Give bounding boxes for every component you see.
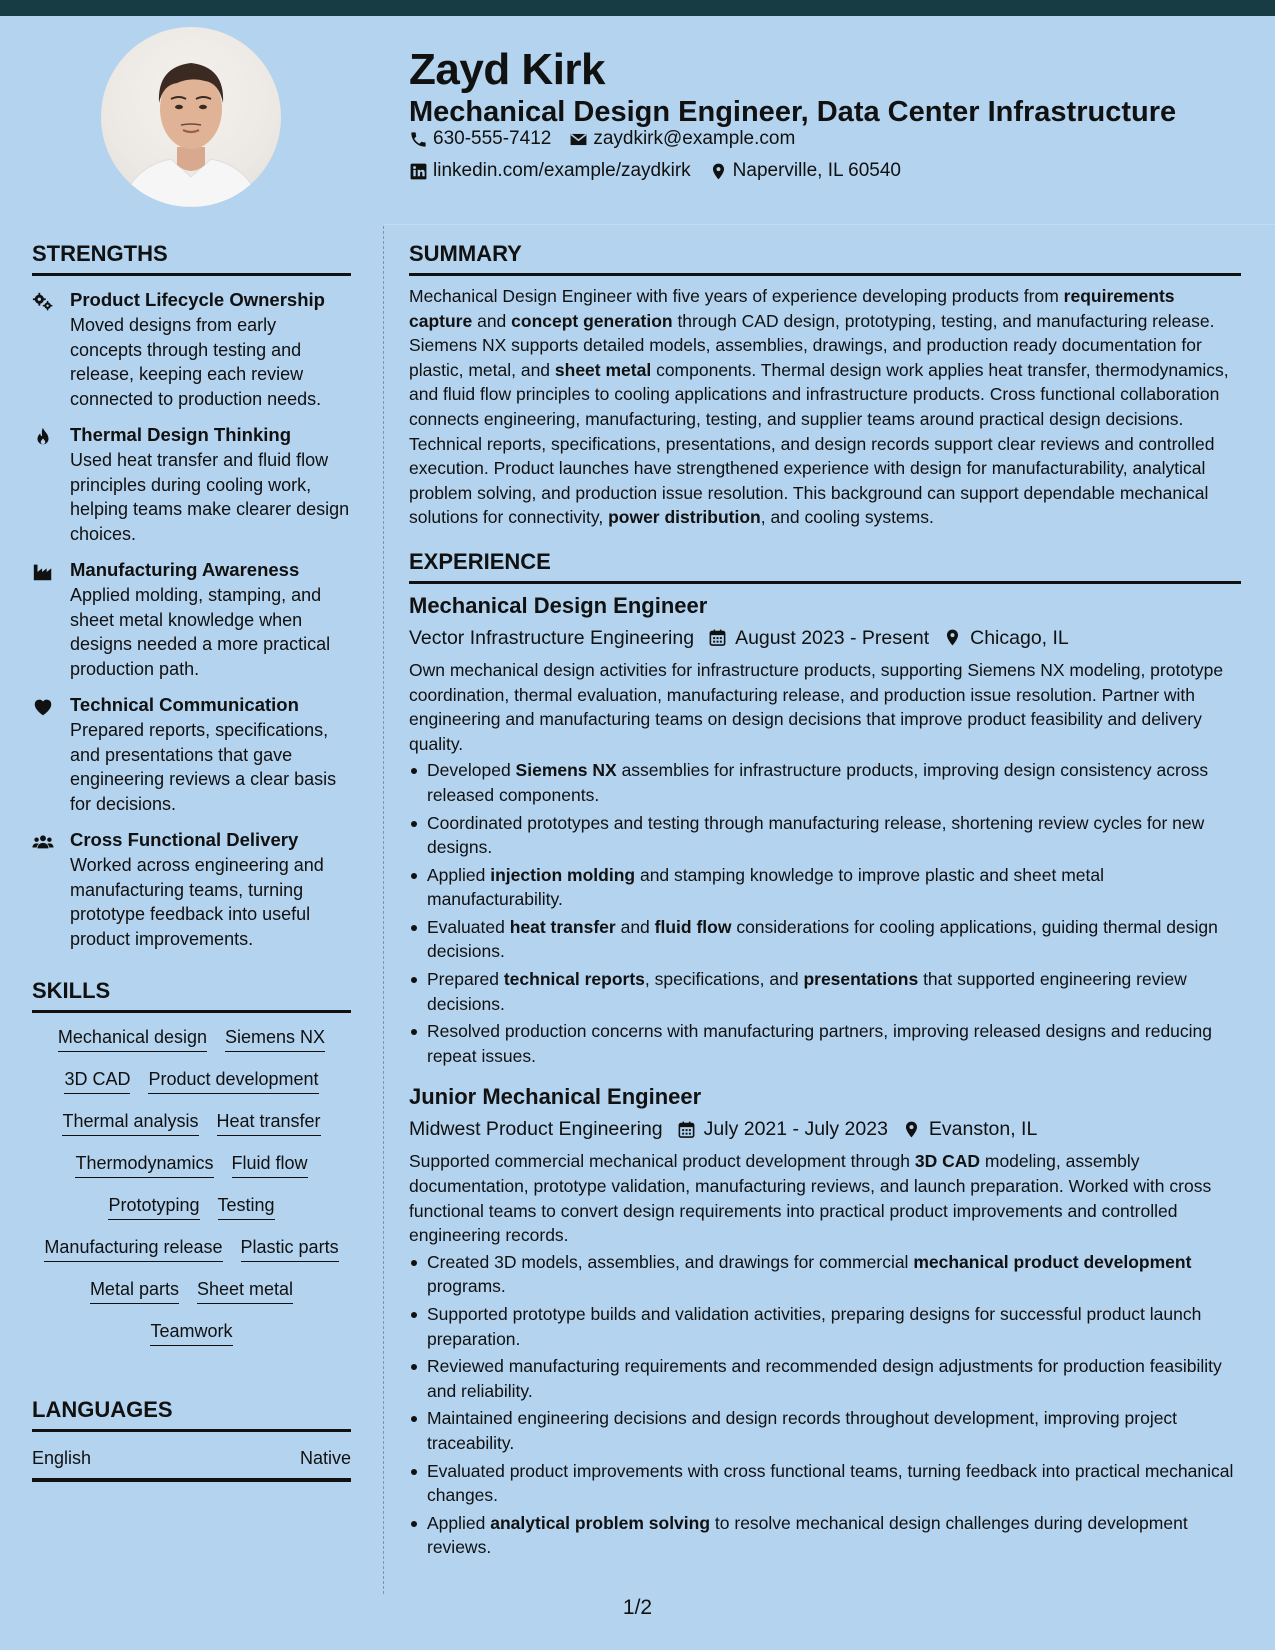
strength-title: Product Lifecycle Ownership (70, 289, 325, 310)
job-meta (409, 623, 1241, 653)
bold-keyword: analytical problem solving (490, 1512, 711, 1533)
profile-photo (101, 27, 281, 207)
bold-keyword: 3D CAD (914, 1151, 980, 1172)
strengths-list (32, 288, 351, 951)
skills-section (32, 975, 351, 1346)
contact-linkedin[interactable] (409, 158, 691, 184)
job-company: Vector Infrastructure Engineering (409, 626, 695, 649)
strength-title: Thermal Design Thinking (70, 424, 291, 445)
top-bar (0, 0, 1275, 16)
contact-phone (409, 126, 551, 152)
strength-desc: Used heat transfer and fluid flow principles during cooling work, helping teams make clearer design choices. (70, 450, 350, 544)
bullet-item: Maintained engineering decisions and design records throughout development, improving project traceability. (409, 1406, 1241, 1455)
contact-location (709, 158, 901, 184)
job-title: Mechanical Design Engineer (409, 592, 708, 618)
skill-tag: Sheet metal (197, 1277, 293, 1304)
language-name: English (32, 1448, 92, 1468)
bullet-item: Prepared technical reports, specifications, and presentations that supported engineering review decisions. (409, 967, 1241, 1016)
job-bullets (409, 1250, 1241, 1560)
calendar-icon (677, 1120, 696, 1139)
languages-title: LANGUAGES (32, 1394, 351, 1432)
strengths-title: STRENGTHS (32, 238, 351, 276)
bullet-item: Evaluated product improvements with cross functional teams, turning feedback into practical mechanical changes. (409, 1459, 1241, 1508)
skill-tag: Testing (218, 1193, 275, 1220)
language-level: Native (299, 1448, 351, 1468)
skill-tag: 3D CAD (64, 1067, 130, 1094)
summary-title: SUMMARY (409, 238, 1241, 276)
skills-list (32, 1025, 351, 1346)
strength-item (32, 558, 351, 681)
bold-keyword: concept generation (511, 310, 673, 331)
phone-icon (409, 130, 428, 149)
factory-icon (32, 561, 54, 583)
map-pin-icon (709, 162, 728, 181)
envelope-icon (569, 130, 588, 149)
bold-keyword: requirements capture (409, 286, 1175, 331)
bullet-item: Applied injection molding and stamping knowledge to improve plastic and sheet metal manufacturability. (409, 863, 1241, 912)
linkedin-icon (409, 162, 428, 181)
languages-section (32, 1394, 351, 1482)
bullet-item: Applied analytical problem solving to resolve mechanical design challenges during development reviews. (409, 1511, 1241, 1560)
skills-title: SKILLS (32, 975, 351, 1013)
bold-keyword: sheet metal (554, 359, 652, 380)
skill-tag: Prototyping (108, 1193, 199, 1220)
map-pin-icon (943, 628, 962, 647)
strength-title: Cross Functional Delivery (70, 829, 299, 850)
contact-row-1 (409, 126, 795, 152)
job-location: Evanston, IL (928, 1118, 1038, 1141)
job-company: Midwest Product Engineering (409, 1118, 663, 1141)
skill-tag: Thermodynamics (75, 1151, 213, 1178)
strength-item (32, 288, 351, 411)
bullet-item: Resolved production concerns with manufacturing partners, improving released designs and reducing repeat issues. (409, 1019, 1241, 1068)
skill-tag: Thermal analysis (62, 1109, 198, 1136)
map-pin-icon (902, 1120, 921, 1139)
job-bullets (409, 758, 1241, 1068)
skill-tag: Mechanical design (58, 1025, 207, 1052)
skill-tag: Teamwork (150, 1319, 232, 1346)
skill-tag: Siemens NX (225, 1025, 325, 1052)
bold-keyword: technical reports (503, 969, 645, 990)
experience-section (409, 546, 1241, 1560)
page-number: 1/2 (622, 1596, 653, 1619)
experience-title: EXPERIENCE (409, 546, 1241, 584)
skill-tag: Plastic parts (241, 1235, 339, 1262)
bold-keyword: Siemens NX (515, 760, 617, 781)
job-description: Own mechanical design activities for infrastructure products, supporting Siemens NX modeling, prototype coordination, thermal evaluation, manufacturing release, and production issue resolution. Partner with engineering and manufacturing teams on design decisions that improve product feasibility and delivery quality. (409, 659, 1224, 754)
skill-tag: Heat transfer (217, 1109, 321, 1136)
bold-keyword: injection molding (490, 864, 636, 885)
bold-keyword: fluid flow (654, 916, 732, 937)
bullet-item: Developed Siemens NX assemblies for infrastructure products, improving design consistency across released components. (409, 758, 1241, 807)
left-column (32, 238, 351, 1482)
job-description: Supported commercial mechanical product development through 3D CAD modeling, assembly documentation, prototype validation, manufacturing reviews, and launch preparation. Worked with cross functional teams to convert design requirements into practical product improvements and controlled engineering records. (409, 1151, 1212, 1246)
bullet-item: Coordinated prototypes and testing through manufacturing release, shortening review cycles for new designs. (409, 811, 1241, 860)
right-column (409, 238, 1241, 1563)
candidate-name: Zayd Kirk (409, 45, 606, 94)
strength-title: Manufacturing Awareness (70, 559, 300, 580)
gears-icon (32, 291, 54, 313)
users-icon (32, 831, 54, 853)
bullet-item: Supported prototype builds and validation activities, preparing designs for successful product launch preparation. (409, 1302, 1241, 1351)
candidate-role: Mechanical Design Engineer, Data Center Infrastructure (409, 96, 1177, 128)
job-meta (409, 1114, 1241, 1144)
email-text: zaydkirk@example.com (593, 128, 796, 149)
job-entry (409, 591, 1241, 1069)
contact-email[interactable] (569, 126, 795, 152)
bold-keyword: power distribution (608, 507, 761, 528)
strength-item (32, 423, 351, 546)
strength-desc: Moved designs from early concepts through testing and release, keeping each review connected to production needs. (70, 315, 322, 409)
skill-tag: Fluid flow (232, 1151, 308, 1178)
job-dates: July 2021 - July 2023 (703, 1118, 888, 1141)
bold-keyword: mechanical product development (913, 1251, 1192, 1272)
bullet-item: Created 3D models, assemblies, and drawings for commercial mechanical product development programs. (409, 1250, 1241, 1299)
strength-desc: Prepared reports, specifications, and presentations that gave engineering reviews a clear basis for decisions. (70, 720, 337, 814)
bold-keyword: presentations (803, 969, 919, 990)
job-location: Chicago, IL (970, 626, 1069, 649)
strength-desc: Worked across engineering and manufacturing teams, turning prototype feedback into useful product improvements. (70, 855, 324, 949)
summary-text: Mechanical Design Engineer with five years of experience developing products from requirements capture and concept generation through CAD design, prototyping, testing, and manufacturing release. Siemens NX supports detailed models, assemblies, drawings, and production ready documentation for plastic, metal, and sheet metal components. Thermal design work applies heat transfer, thermodynamics, and fluid flow principles to cooling applications and infrastructure products. Cross functional collaboration connects engineering, manufacturing, testing, and supplier teams around practical design decisions. Technical reports, specifications, presentations, and design records support clear reviews and controlled execution. Product launches have strengthened experience with design for manufacturability, analytical problem solving, and production issue resolution. This background can support dependable mechanical solutions for connectivity, power distribution, and cooling systems. (409, 286, 1229, 528)
portrait-image (101, 27, 281, 207)
linkedin-text: linkedin.com/example/zaydkirk (433, 160, 691, 181)
skill-tag: Manufacturing release (44, 1235, 222, 1262)
location-text: Naperville, IL 60540 (732, 160, 901, 181)
strength-item (32, 828, 351, 951)
job-dates: August 2023 - Present (735, 626, 930, 649)
language-row (32, 1446, 351, 1482)
heart-icon (32, 696, 54, 718)
bold-keyword: heat transfer (509, 916, 616, 937)
job-title: Junior Mechanical Engineer (409, 1084, 702, 1110)
header-divider (384, 224, 1275, 225)
bullet-item: Reviewed manufacturing requirements and recommended design adjustments for production feasibility and reliability. (409, 1354, 1241, 1403)
column-divider (383, 226, 384, 1594)
fire-icon (32, 426, 54, 448)
strength-item (32, 693, 351, 816)
job-entry (409, 1082, 1241, 1560)
skill-tag: Metal parts (90, 1277, 179, 1304)
bullet-item: Evaluated heat transfer and fluid flow considerations for cooling applications, guiding thermal design decisions. (409, 915, 1241, 964)
calendar-icon (708, 628, 727, 647)
contact-row-2 (409, 158, 901, 184)
strength-desc: Applied molding, stamping, and sheet metal knowledge when designs needed a more practical production path. (70, 585, 331, 679)
phone-text: 630-555-7412 (433, 128, 552, 149)
strength-title: Technical Communication (70, 694, 299, 715)
skill-tag: Product development (148, 1067, 318, 1094)
